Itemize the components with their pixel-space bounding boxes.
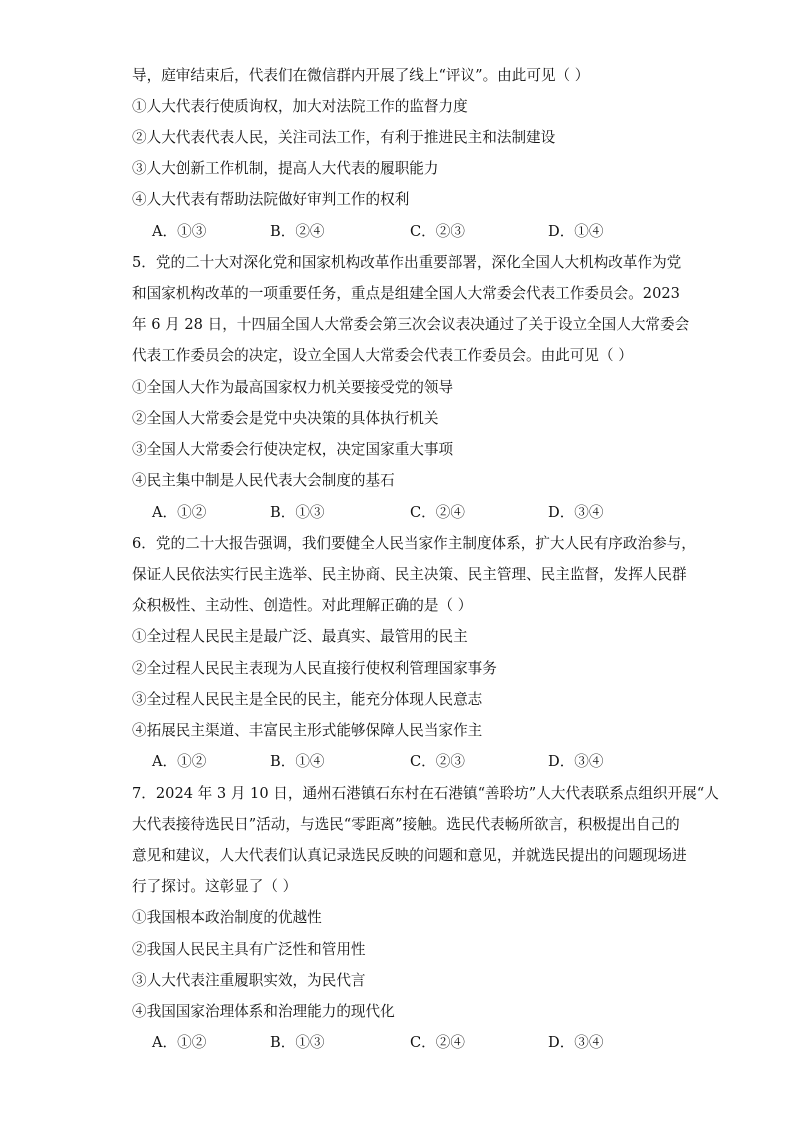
q6-option-d: D．③④ [548,753,604,770]
q7-stem-line-3: 意见和建议，人大代表们认真记录选民反映的问题和意见，并就选民提出的问题现场进 [132,847,687,864]
q4-option-a: A．①③ [152,223,207,240]
q7-stem-line-1: 7．2024 年 3 月 10 日，通州石港镇石东村在石港镇“善聆坊”人大代表联系点组织开展“人 [132,785,719,802]
q7-statement-1: ①我国根本政治制度的优越性 [132,909,322,926]
q6-options [152,752,672,772]
q5-statement-4: ④民主集中制是人民代表大会制度的基石 [132,472,395,489]
q7-statement-2: ②我国人民民主具有广泛性和管用性 [132,941,366,958]
q5-stem-line-3: 年 6 月 28 日，十四届全国人大常委会第三次会议表决通过了关于设立全国人大常委会 [132,316,690,333]
q4-option-c: C．②③ [410,223,465,240]
q4-option-d: D．①④ [548,223,604,240]
q5-statement-1: ①全国人大作为最高国家权力机关要接受党的领导 [132,379,454,396]
q7-options [152,1033,672,1053]
q5-options [152,503,672,523]
q5-statement-3: ③全国人大常委会行使决定权，决定国家重大事项 [132,441,454,458]
q4-options [152,222,672,242]
q5-stem-line-2: 和国家机构改革的一项重要任务，重点是组建全国人大常委会代表工作委员会。2023 [132,285,680,302]
q6-option-a: A．①② [152,753,207,770]
q5-stem-line-4: 代表工作委员会的决定，设立全国人大常委会代表工作委员会。由此可见（ ） [132,347,633,364]
q6-option-c: C．②③ [410,753,465,770]
q4-statement-1: ①人大代表行使质询权，加大对法院工作的监督力度 [132,98,468,115]
q7-option-b: B．①③ [270,1034,325,1051]
q4-statement-3: ③人大创新工作机制，提高人大代表的履职能力 [132,160,439,177]
q7-statement-4: ④我国国家治理体系和治理能力的现代化 [132,1003,395,1020]
q7-option-d: D．③④ [548,1034,604,1051]
q4-statement-4: ④人大代表有帮助法院做好审判工作的权利 [132,191,410,208]
q5-option-b: B．①③ [270,504,325,521]
q6-stem-line-2: 保证人民依法实行民主选举、民主协商、民主决策、民主管理、民主监督，发挥人民群 [132,566,687,583]
q5-option-a: A．①② [152,504,207,521]
q5-statement-2: ②全国人大常委会是党中央决策的具体执行机关 [132,410,439,427]
q7-stem-line-2: 大代表接待选民日”活动，与选民“零距离”接触。选民代表畅所欲言，积极提出自己的 [132,816,680,833]
q7-option-a: A．①② [152,1034,207,1051]
q6-statement-1: ①全过程人民民主是最广泛、最真实、最管用的民主 [132,628,468,645]
q4-option-b: B．②④ [270,223,325,240]
q7-option-c: C．②④ [410,1034,465,1051]
q7-stem-line-4: 行了探讨。这彰显了（ ） [132,878,298,895]
q6-statement-2: ②全过程人民民主表现为人民直接行使权利管理国家事务 [132,660,497,677]
q6-statement-4: ④拓展民主渠道、丰富民主形式能够保障人民当家作主 [132,722,483,739]
q5-option-c: C．②④ [410,504,465,521]
q6-statement-3: ③全过程人民民主是全民的民主，能充分体现人民意志 [132,691,483,708]
q6-stem-line-1: 6．党的二十大报告强调，我们要健全人民当家作主制度体系，扩大人民有序政治参与， [132,535,696,552]
q6-stem-line-3: 众积极性、主动性、创造性。对此理解正确的是（ ） [132,597,473,614]
q6-option-b: B．①④ [270,753,325,770]
q5-stem-line-1: 5．党的二十大对深化党和国家机构改革作出重要部署，深化全国人大机构改革作为党 [132,254,682,271]
q7-statement-3: ③人大代表注重履职实效，为民代言 [132,972,366,989]
q4-stem-line: 导，庭审结束后，代表们在微信群内开展了线上“评议”。由此可见（ ） [132,67,590,84]
q4-statement-2: ②人大代表代表人民，关注司法工作，有利于推进民主和法制建设 [132,129,556,146]
q5-option-d: D．③④ [548,504,604,521]
